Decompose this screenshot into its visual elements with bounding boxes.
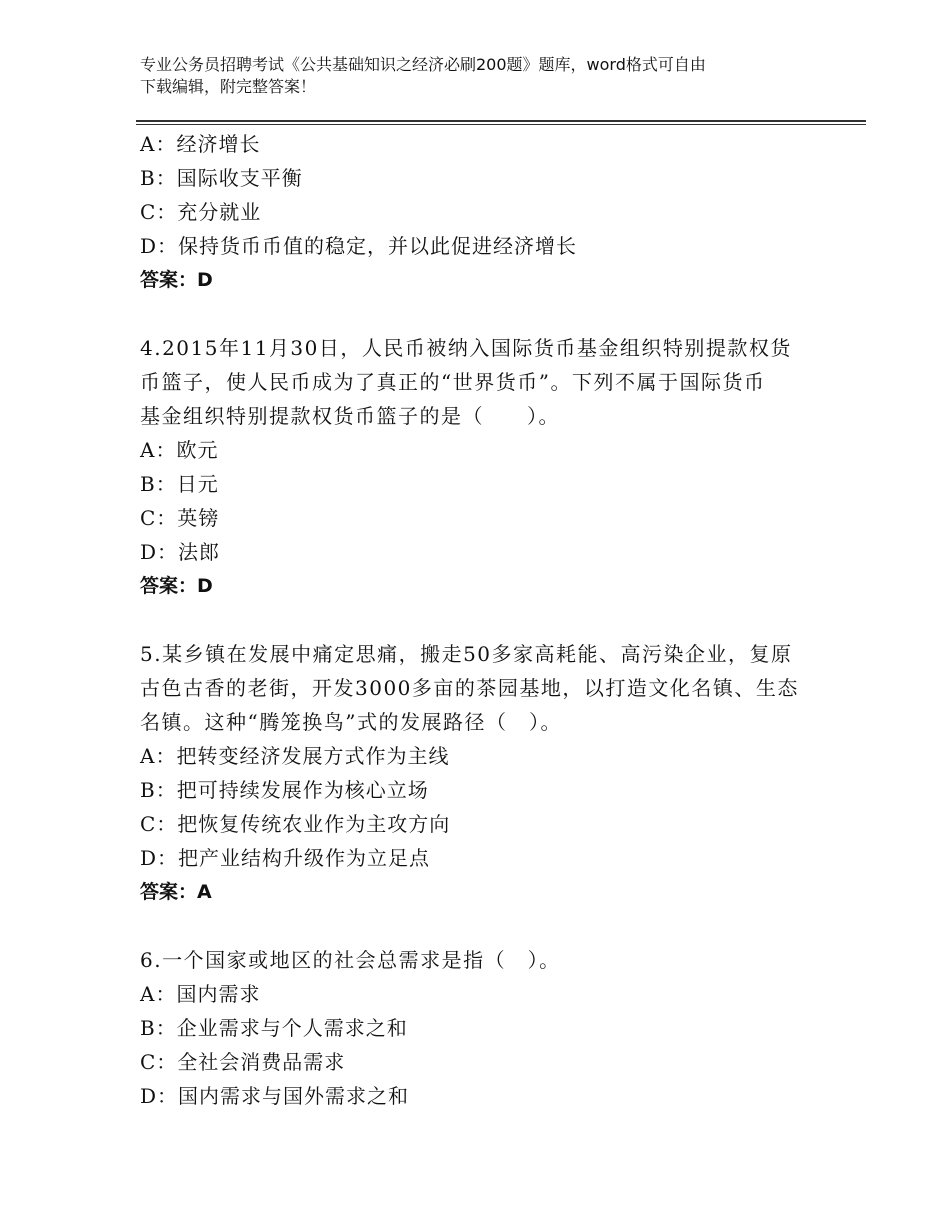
answer: 答案：D — [140, 575, 213, 597]
answer: 答案：D — [140, 269, 213, 291]
option-a: A：欧元 — [140, 438, 219, 462]
option-a: A：把转变经济发展方式作为主线 — [140, 744, 450, 768]
answer: 答案：A — [140, 881, 212, 903]
question-4 — [140, 331, 820, 603]
header-rule — [136, 120, 866, 122]
option-d: D：法郎 — [140, 540, 221, 564]
option-b: B：国际收支平衡 — [140, 166, 303, 190]
question-stem: 4.2015年11月30日，人民币被纳入国际货币基金组织特别提款权货 — [140, 336, 792, 360]
question-stem: 6.一个国家或地区的社会总需求是指（ ）。 — [140, 948, 561, 972]
header-line-1: 专业公务员招聘考试《公共基础知识之经济必刷200题》题库，word格式可自由 — [140, 55, 706, 74]
question-stem: 币篮子，使人民币成为了真正的“世界货币”。下列不属于国际货币 — [140, 370, 766, 394]
document-header — [140, 54, 830, 98]
question-3 — [140, 127, 820, 297]
header-line-2: 下载编辑，附完整答案！ — [140, 77, 317, 96]
option-b: B：日元 — [140, 472, 219, 496]
question-stem: 基金组织特别提款权货币篮子的是（ ）。 — [140, 404, 560, 428]
option-a: A：国内需求 — [140, 982, 261, 1006]
option-b: B：把可持续发展作为核心立场 — [140, 778, 429, 802]
document-body — [140, 127, 820, 1113]
question-stem: 古色古香的老街，开发3000多亩的茶园基地，以打造文化名镇、生态 — [140, 676, 799, 700]
option-d: D：国内需求与国外需求之和 — [140, 1084, 410, 1108]
option-b: B：企业需求与个人需求之和 — [140, 1016, 408, 1040]
header-rule-thin — [136, 124, 866, 125]
option-d: D：把产业结构升级作为立足点 — [140, 846, 431, 870]
option-a: A：经济增长 — [140, 132, 261, 156]
option-c: C：英镑 — [140, 506, 220, 530]
option-c: C：全社会消费品需求 — [140, 1050, 346, 1074]
option-c: C：充分就业 — [140, 200, 262, 224]
option-d: D：保持货币币值的稳定，并以此促进经济增长 — [140, 234, 578, 258]
question-6 — [140, 943, 820, 1113]
question-5 — [140, 637, 820, 909]
option-c: C：把恢复传统农业作为主攻方向 — [140, 812, 451, 836]
question-stem: 名镇。这种“腾笼换鸟”式的发展路径（ ）。 — [140, 710, 562, 734]
question-stem: 5.某乡镇在发展中痛定思痛，搬走50多家高耗能、高污染企业，复原 — [140, 642, 793, 666]
